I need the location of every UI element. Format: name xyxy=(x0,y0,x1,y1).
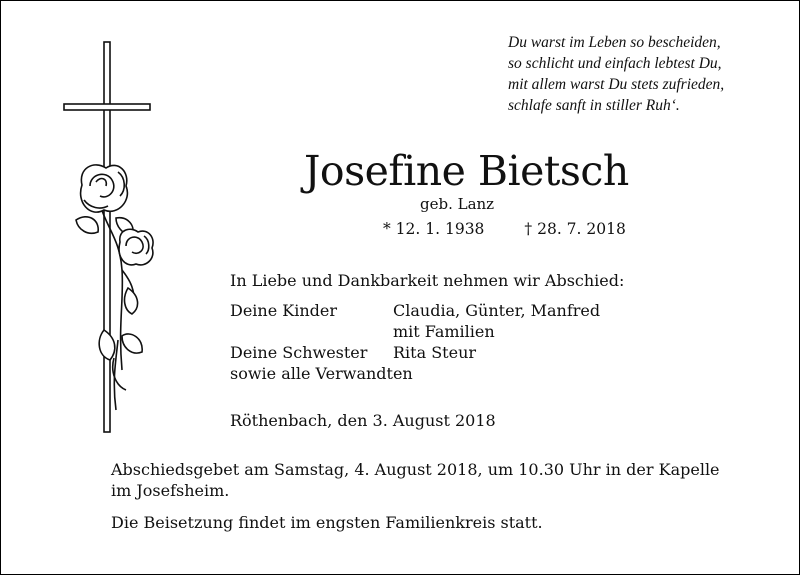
prayer-line: Abschiedsgebet am Samstag, 4. August 2018, um 10.30 Uhr in der Kapelle xyxy=(111,460,720,479)
poem-line: schlafe sanft in stiller Ruh‘. xyxy=(508,97,680,114)
mourners-list xyxy=(230,300,600,384)
burial-announcement: Die Beisetzung findet im engsten Familienkreis statt. xyxy=(111,513,543,532)
poem-line: Du warst im Leben so bescheiden, xyxy=(508,34,721,51)
farewell-intro: In Liebe und Dankbarkeit nehmen wir Abschied: xyxy=(230,271,625,290)
poem-line: so schlicht und einfach lebtest Du, xyxy=(508,55,722,72)
mourner-role: Deine Kinder xyxy=(230,301,338,320)
death-date: † 28. 7. 2018 xyxy=(524,220,626,238)
poem-line: mit allem warst Du stets zufrieden, xyxy=(508,76,725,93)
mourner-row xyxy=(230,363,600,384)
poem xyxy=(508,32,788,116)
deceased-name: Josefine Bietsch xyxy=(304,147,629,195)
mourner-row xyxy=(230,342,600,363)
mourner-names: Claudia, Günter, Manfred xyxy=(393,301,601,320)
cross-with-roses-icon xyxy=(60,40,180,440)
birth-date: * 12. 1. 1938 xyxy=(383,220,485,238)
mourner-role: sowie alle Verwandten xyxy=(230,364,413,383)
prayer-line: im Josefsheim. xyxy=(111,481,230,500)
maiden-name: geb. Lanz xyxy=(420,195,495,213)
mourner-names: mit Familien xyxy=(393,322,495,341)
place-date: Röthenbach, den 3. August 2018 xyxy=(230,411,496,430)
mourner-row xyxy=(230,321,600,342)
mourner-role: Deine Schwester xyxy=(230,343,368,362)
life-dates xyxy=(383,220,626,238)
prayer-announcement xyxy=(111,459,720,501)
mourner-names: Rita Steur xyxy=(393,343,477,362)
mourner-role xyxy=(230,321,393,342)
mourner-row xyxy=(230,300,600,321)
